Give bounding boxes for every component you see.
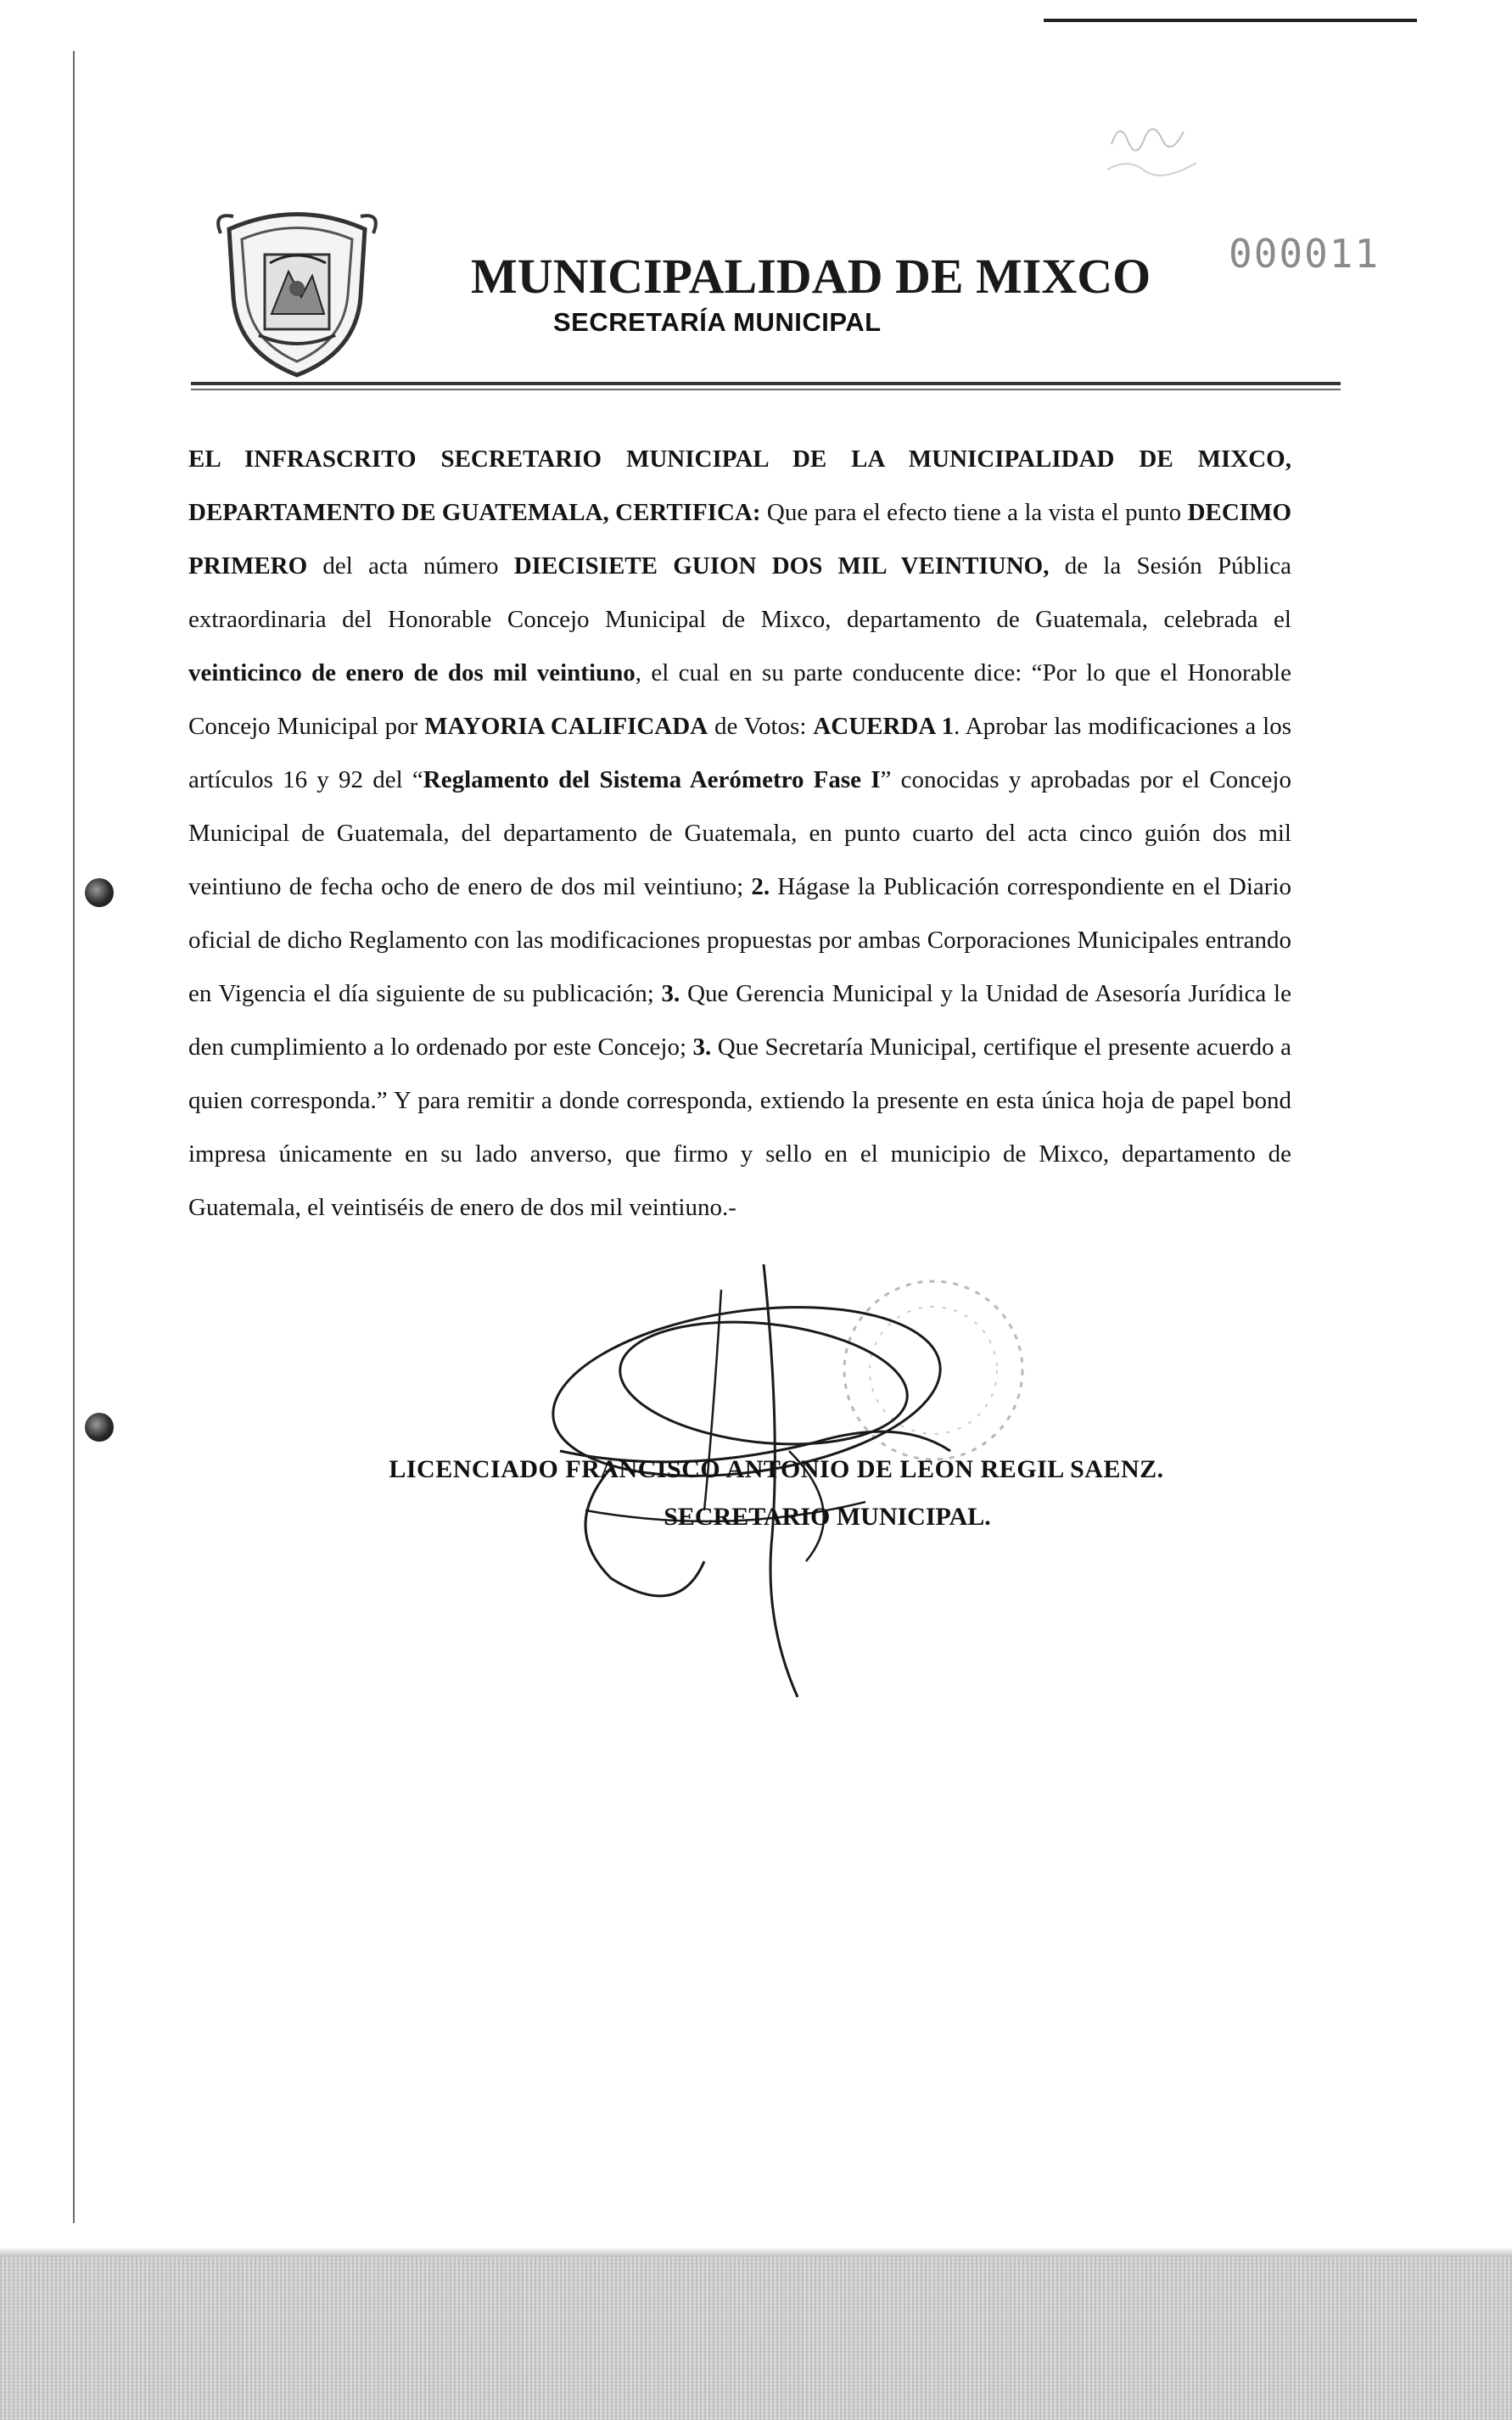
signature-block [352, 1455, 1201, 1532]
folio-number: 000011 [1229, 231, 1380, 277]
item-number: 3. [661, 980, 680, 1007]
certificate-body [188, 433, 1291, 1235]
body-text: , el cual en su parte conducente dice: “Por lo que el Honorable Concejo Municipal por [188, 659, 1291, 740]
resolution-label: ACUERDA 1 [813, 713, 955, 740]
scanner-artifact-band [0, 2257, 1512, 2420]
municipal-coat-of-arms-icon [212, 195, 382, 382]
handwritten-mark [1103, 110, 1205, 187]
signatory-title: SECRETARIO MUNICIPAL. [664, 1503, 991, 1531]
institution-title: MUNICIPALIDAD DE MIXCO [471, 249, 1151, 304]
voting-majority: MAYORIA CALIFICADA [424, 713, 708, 740]
item-number: 3. [692, 1034, 712, 1061]
body-text: . Aprobar las modificaciones a los artículos 16 y 92 del “ [188, 713, 1292, 793]
body-text: Que Gerencia Municipal y la Unidad de Asesoría Jurídica le den cumplimiento a lo ordenado por este Concejo; [188, 980, 1291, 1061]
body-text: Que Secretaría Municipal, certifique el presente acuerdo a quien corresponda.” Y para remitir a donde corresponda, extiendo la presente en esta única hoja de papel bond impresa únicamente en su lado anverso, que firmo y sello en el municipio de Mixco, departamento de Guatemala, el veintiséis de enero de dos mil veintiuno.- [188, 1034, 1292, 1221]
body-text: de Votos: [708, 713, 814, 740]
header-divider-thin [191, 389, 1341, 390]
punch-hole [85, 878, 114, 907]
certificate-paragraph [188, 433, 1291, 1235]
scanner-shadow [0, 2247, 1512, 2257]
body-text: de la Sesión Pública extraordinaria del Honorable Concejo Municipal de Mixco, departamento de Guatemala, celebrada el [188, 552, 1291, 633]
punch-hole [85, 1413, 114, 1442]
regulation-name: Reglamento del Sistema Aerómetro Fase I [423, 766, 881, 793]
body-text: ” conocidas y aprobadas por el Concejo Municipal de Guatemala, del departamento de Guatemala, en punto cuarto del acta cinco guión dos mil veintiuno de fecha ocho de enero de dos mil veintiuno; [188, 766, 1291, 900]
department-subtitle: SECRETARÍA MUNICIPAL [553, 307, 882, 337]
header-divider [191, 382, 1341, 385]
body-text: Que para el efecto tiene a la vista el punto [760, 499, 1188, 526]
body-text: Hágase la Publicación correspondiente en el Diario oficial de dicho Reglamento con las modificaciones propuestas por ambas Corporaciones Municipales entrando en Vigencia el día siguiente de su publicación; [188, 873, 1291, 1007]
item-number: 2. [751, 873, 770, 900]
agenda-item: DECIMO PRIMERO [188, 499, 1292, 580]
certifying-clause: EL INFRASCRITO SECRETARIO MUNICIPAL DE LA MUNICIPALIDAD DE MIXCO, DEPARTAMENTO DE GUATEMALA, CERTIFICA: [188, 445, 1291, 526]
signatory-name: LICENCIADO FRANCISCO ANTONIO DE LEON REGIL SAENZ. [389, 1455, 1164, 1483]
binding-margin-line [73, 51, 75, 2223]
top-edge-rule [1044, 19, 1417, 22]
session-date: veinticinco de enero de dos mil veintiuno [188, 659, 636, 686]
body-text: del acta número [307, 552, 514, 580]
minutes-number: DIECISIETE GUION DOS MIL VEINTIUNO, [513, 552, 1050, 580]
